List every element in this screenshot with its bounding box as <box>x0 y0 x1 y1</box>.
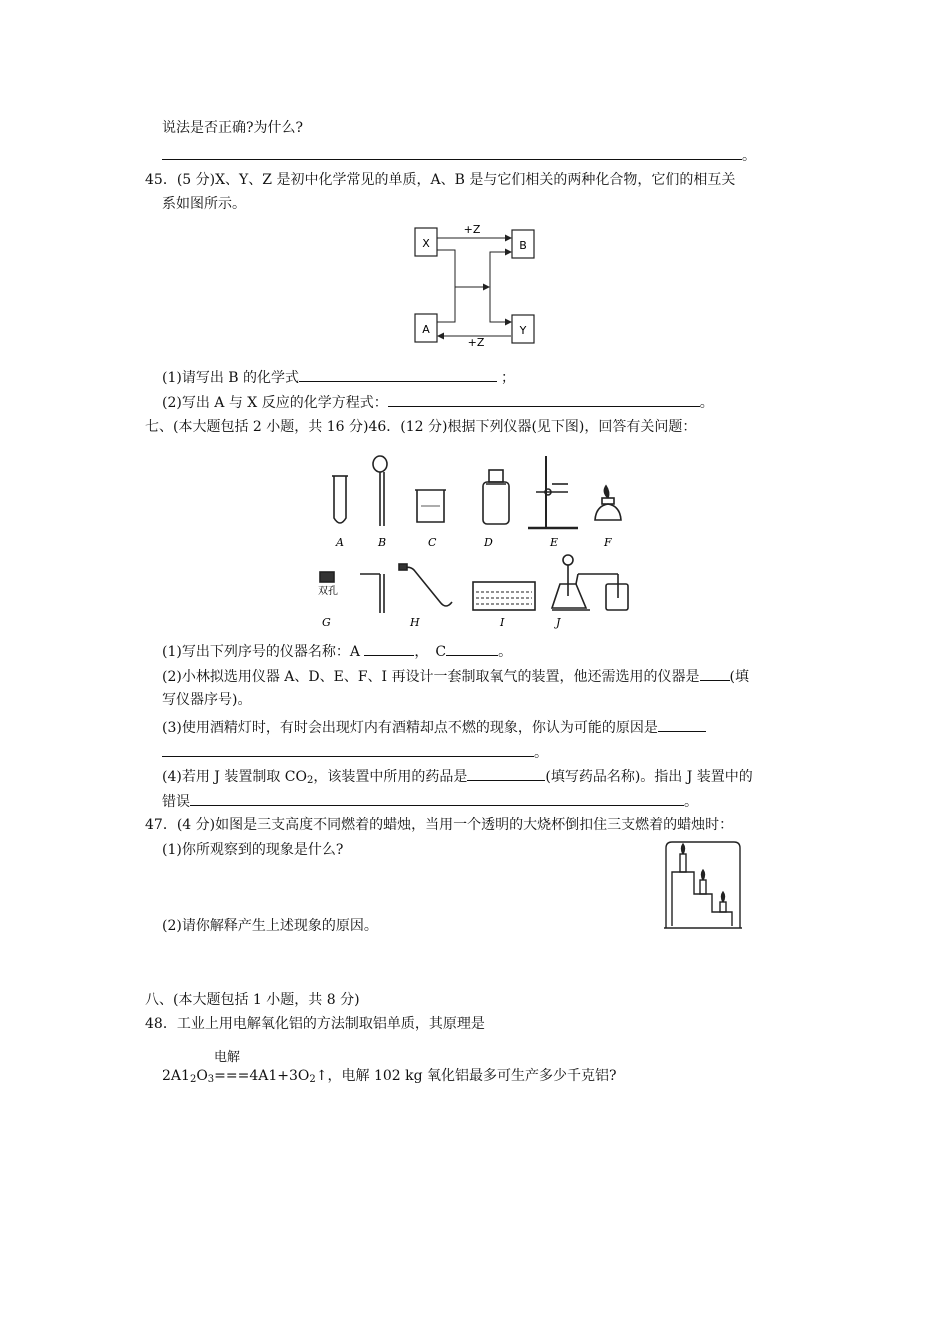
q45-sub1-blank[interactable] <box>299 367 497 382</box>
q46-1: (1)写出下列序号的仪器名称：A ， C 。 <box>162 641 512 662</box>
bottom-arrow-label: +Z <box>467 336 485 348</box>
q46-2-line2: 写仪器序号)。 <box>162 692 252 708</box>
instrument-e-iron-stand <box>528 456 578 528</box>
svg-text:Y: Y <box>519 324 527 337</box>
label-g-text: 双孔 <box>318 586 338 597</box>
q44-prompt: 说法是否正确?为什么? <box>162 120 304 136</box>
instrument-i-trough <box>473 582 535 610</box>
label-i: I <box>500 616 505 629</box>
instrument-h2-curved-tube <box>399 564 452 606</box>
svg-text:A: A <box>422 323 430 336</box>
instrument-f-alcohol-lamp <box>595 486 621 520</box>
label-c: C <box>428 536 437 549</box>
q45-stem-line1: 45．(5 分)X、Y、Z 是初中化学常见的单质，A、B 是与它们相关的两种化合物，它们的相互关 <box>145 172 736 188</box>
q45-sub2-blank[interactable] <box>388 392 700 407</box>
q46-3-line1: (3)使用酒精灯时，有时会出现灯内有酒精却点不燃的现象，你认为可能的原因是 <box>162 717 706 738</box>
svg-text:X: X <box>422 237 430 250</box>
section8-heading: 八、(本大题包括 1 小题，共 8 分) <box>145 992 360 1008</box>
instrument-h-bent-tube <box>360 574 384 613</box>
box-x <box>415 228 437 256</box>
label-e: E <box>550 536 559 549</box>
q45-stem-line2: 系如图所示。 <box>162 196 246 212</box>
label-d: D <box>484 536 493 549</box>
top-arrow-label: +Z <box>463 223 481 236</box>
q45-sub1: (1)请写出 B 的化学式 ； <box>162 367 515 388</box>
q46-3-blank-1[interactable] <box>658 717 706 732</box>
label-h: H <box>410 616 420 629</box>
q46-1-blank-c[interactable] <box>446 641 498 656</box>
label-j: J <box>556 616 561 629</box>
q46-1-blank-a[interactable] <box>364 641 414 656</box>
q48-equation: $2A1_2O_3===4A1+3O_2↑$，电解 102 kg 氧化铝最多可生产多少千克铝? <box>162 1068 617 1085</box>
q45-relationship-diagram <box>410 218 540 348</box>
instrument-j-apparatus <box>552 555 628 610</box>
q47-2: (2)请你解释产生上述现象的原因。 <box>162 918 378 934</box>
q45-sub2: (2)写出 A 与 X 反应的化学方程式： 。 <box>162 392 714 413</box>
label-f: F <box>604 536 612 549</box>
q46-4-line1: (4)若用 J 装置制取 $CO_2$，该装置中所用的药品是 (填写药品名称)。指出 J 装置中的 <box>162 766 753 787</box>
instrument-c-beaker <box>415 490 446 522</box>
section7-heading: 七、(本大题包括 2 小题，共 16 分)46．(12 分)根据下列仪器(见下图)，回答有关问题： <box>145 419 697 435</box>
svg-text:B: B <box>519 239 527 252</box>
box-b <box>512 230 534 258</box>
q46-4-line2: 错误 。 <box>162 791 698 812</box>
instrument-a-test-tube <box>332 476 348 523</box>
q46-3-line2[interactable]: 。 <box>162 742 548 763</box>
label-b: B <box>378 536 387 549</box>
q47-1: (1)你所观察到的现象是什么? <box>162 842 344 858</box>
q44-answer-line[interactable]: 。 <box>162 145 756 166</box>
instrument-g-stopper <box>320 572 334 582</box>
label-g: G <box>322 616 331 629</box>
q48-stem: 48．工业上用电解氧化铝的方法制取铝单质，其原理是 <box>145 1016 485 1032</box>
q47-candles-figure <box>662 838 746 932</box>
candle-short <box>720 902 726 912</box>
candle-tall <box>680 854 686 872</box>
box-a <box>415 314 437 342</box>
candle-mid <box>700 880 706 894</box>
q46-instruments-figure <box>300 448 650 633</box>
instrument-d-bottle <box>483 470 509 524</box>
q48-condition: 电解 <box>214 1050 241 1065</box>
bracket-right <box>490 252 511 322</box>
instrument-b-long-funnel <box>373 456 387 526</box>
bracket-left <box>437 250 455 322</box>
inverted-beaker <box>666 842 740 928</box>
label-a: A <box>336 536 344 549</box>
box-y <box>512 315 534 343</box>
q46-4-blank-1[interactable] <box>467 766 545 781</box>
q46-2-line1: (2)小林拟选用仪器 A、D、E、F、I 再设计一套制取氧气的装置，他还需选用的仪器是 (填 <box>162 666 749 687</box>
q46-4-blank-2[interactable] <box>190 791 684 806</box>
q46-2-blank[interactable] <box>700 666 730 681</box>
q47-stem: 47．(4 分)如图是三支高度不同燃着的蜡烛，当用一个透明的大烧杯倒扣住三支燃着的蜡烛时： <box>145 817 734 833</box>
